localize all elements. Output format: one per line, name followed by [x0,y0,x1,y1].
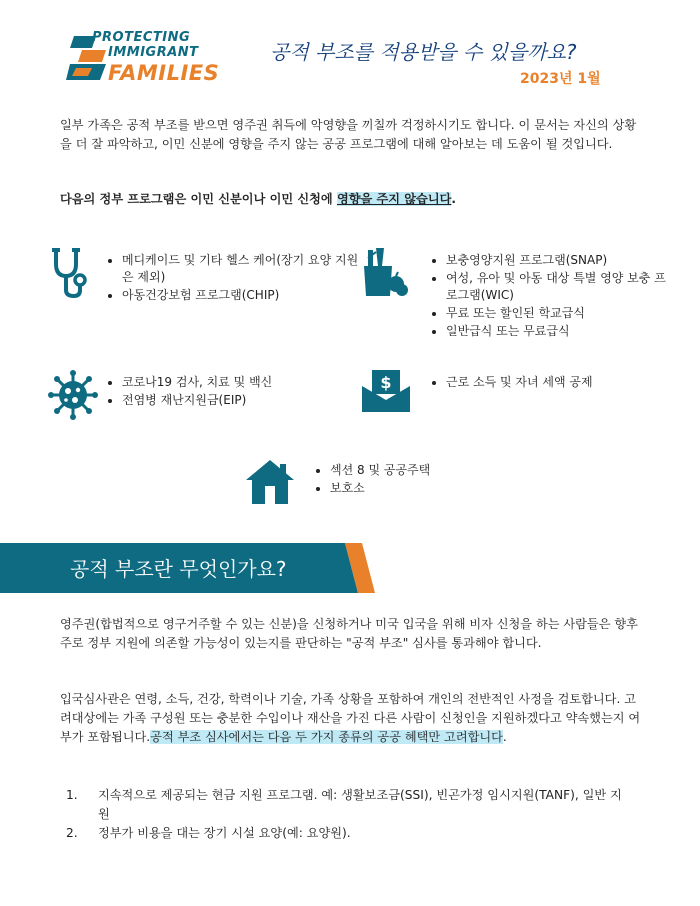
notice-paragraph [60,190,645,209]
money-envelope-icon [362,370,410,416]
notice-highlight [337,192,451,206]
public-charge-benefit-list [66,786,626,843]
logo-text-protecting: PROTECTING [92,30,191,45]
logo-text-immigrant: IMMIGRANT [108,45,199,60]
covid-program-list [104,374,367,410]
tax-program-list [428,374,676,392]
list-item: • 아동건강보험 프로그램(CHIP) [122,287,367,304]
stethoscope-icon [48,246,88,304]
list-number: 2. [66,826,78,840]
list-item: • 전염병 재난지원금(EIP) [122,392,367,409]
body-paragraph-2-highlight: 공적 부조 심사에서는 다음 두 가지 종류의 공공 혜택만 고려합니다 [150,730,503,744]
notice-prefix: 다음의 정부 프로그램은 이민 신분이나 이민 신청에 [60,192,337,206]
list-item: • 무료 또는 할인된 학교급식 [446,305,676,322]
list-item [66,786,626,824]
logo-text-families: FAMILIES [108,61,220,85]
food-program-list [428,252,676,341]
list-item: • 보충영양지원 프로그램(SNAP) [446,252,676,269]
list-number: 1. [66,788,78,802]
body-paragraph-1: 영주권(합법적으로 영구거주할 수 있는 신분)을 신청하거나 미국 입국을 위해 비자 신청을 하는 사람들은 향후 주로 정부 지원에 의존할 가능성이 있는지를 판단하는 "공적 부조" 심사를 통과해야 합니다. [60,617,638,650]
list-item: • 코로나19 검사, 치료 및 백신 [122,374,367,391]
list-text: 지속적으로 제공되는 현금 지원 프로그램. 예: 생활보조금(SSI), 빈곤가정 임시지원(TANF), 일반 지원 [98,788,622,821]
virus-icon [48,370,98,424]
notice-suffix: . [451,192,457,206]
body-paragraph-2-end: . [502,730,507,744]
list-item: • 보호소 [330,480,550,497]
list-item: • 근로 소득 및 자녀 세액 공제 [446,374,676,391]
svg-text:$: $ [380,373,392,392]
housing-program-list [312,462,550,498]
groceries-icon [362,246,408,302]
list-item: • 일반급식 또는 무료급식 [446,323,676,340]
health-program-list [104,252,367,305]
section-title: 공적 부조란 무엇인가요? [70,557,287,581]
list-item [66,824,626,843]
list-item: • 메디케이드 및 기타 헬스 케어(장기 요양 지원은 제외) [122,252,367,286]
list-text: 정부가 비용을 대는 장기 시설 요양(예: 요양원). [98,826,351,840]
body-paragraph-2 [60,690,645,747]
list-item: • 섹션 8 및 공공주택 [330,462,550,479]
intro-paragraph: 일부 가족은 공적 부조를 받으면 영주권 취득에 악영향을 끼칠까 걱정하시기도 합니다. 이 문서는 자신의 상황을 더 잘 파악하고, 이민 신분에 영향을 주지 않는 공공 프로그램에 대해 알아보는 데 도움이 될 것입니다. [60,118,637,151]
page-date: 2023년 1월 [520,71,601,87]
house-icon [244,458,296,510]
logo [66,28,266,88]
body-paragraph-2-main: 입국심사관은 연령, 소득, 건강, 학력이나 기술, 가족 상황을 포함하여 개인의 전반적인 사정을 검토합니다. 고려대상에는 가족 구성원 또는 충분한 수입이나 재산을 가진 다른 사람이 신청인을 지원하겠다고 약속했는지 여부가 포함됩니다. [60,692,641,744]
list-item: • 여성, 유아 및 아동 대상 특별 영양 보충 프로그램(WIC) [446,270,676,304]
page-title: 공적 부조를 적용받을 수 있을까요? [270,40,577,64]
notice-highlight-text: 영향을 주지 않습니다 [336,192,452,206]
